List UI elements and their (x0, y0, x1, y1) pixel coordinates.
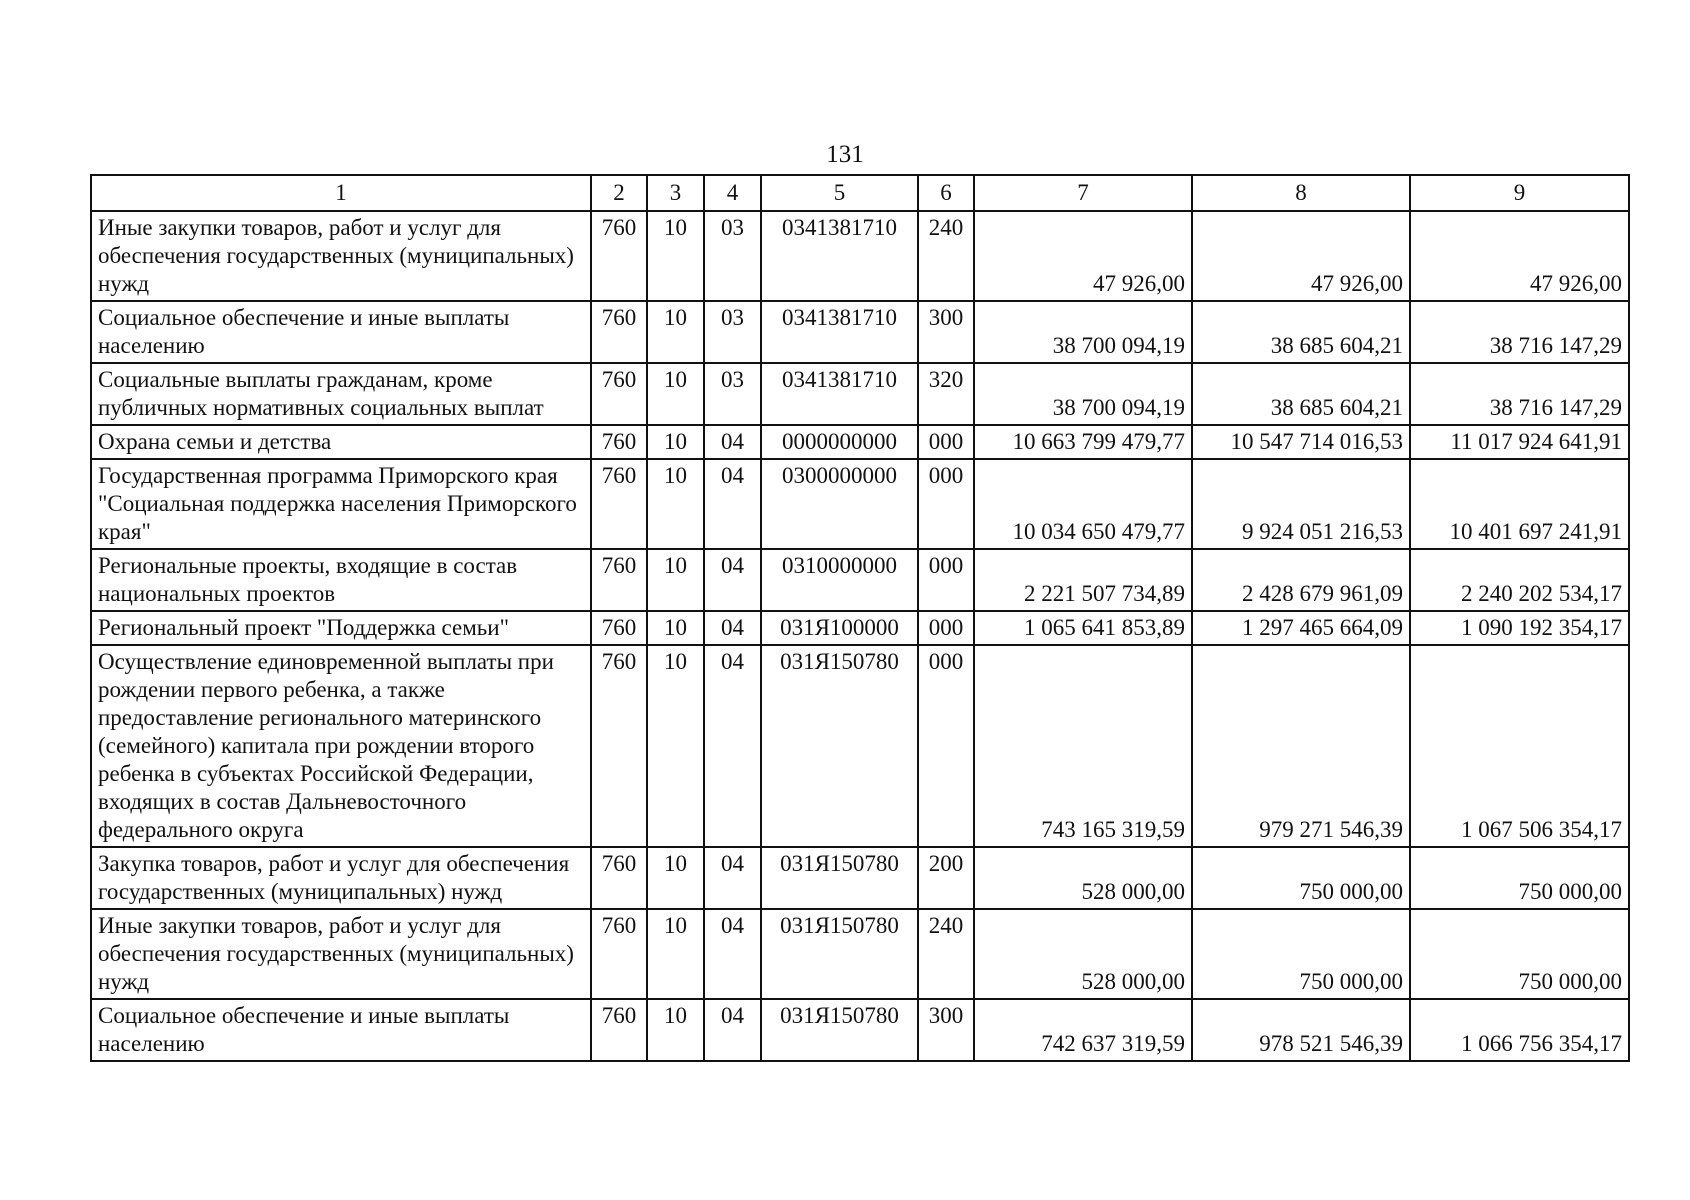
table-row (91, 459, 1629, 549)
amount-col9: 750 000,00 (1410, 847, 1629, 909)
table-row (91, 363, 1629, 425)
code-expense-type: 000 (918, 459, 974, 549)
amount-col7: 38 700 094,19 (974, 363, 1192, 425)
row-name: Региональный проект "Поддержка семьи" (91, 611, 591, 645)
code-section: 10 (647, 611, 704, 645)
amount-col8: 38 685 604,21 (1192, 301, 1410, 363)
budget-table (90, 174, 1630, 1062)
code-target: 031Я100000 (761, 611, 918, 645)
amount-col8: 10 547 714 016,53 (1192, 425, 1410, 459)
code-expense-type: 300 (918, 301, 974, 363)
code-subsection: 03 (704, 211, 761, 301)
row-name: Иные закупки товаров, работ и услуг для обеспечения государственных (муниципальных) нужд (91, 211, 591, 301)
amount-col7: 1 065 641 853,89 (974, 611, 1192, 645)
code-subsection: 04 (704, 549, 761, 611)
code-section: 10 (647, 211, 704, 301)
code-subsection: 04 (704, 847, 761, 909)
row-name: Социальное обеспечение и иные выплаты населению (91, 999, 591, 1061)
code-ministry: 760 (591, 909, 647, 999)
amount-col8: 47 926,00 (1192, 211, 1410, 301)
amount-col8: 750 000,00 (1192, 909, 1410, 999)
code-expense-type: 240 (918, 909, 974, 999)
code-subsection: 03 (704, 301, 761, 363)
code-section: 10 (647, 425, 704, 459)
code-subsection: 04 (704, 909, 761, 999)
amount-col9: 47 926,00 (1410, 211, 1629, 301)
code-target: 0341381710 (761, 363, 918, 425)
column-header: 8 (1192, 175, 1410, 211)
table-row (91, 301, 1629, 363)
code-target: 0341381710 (761, 301, 918, 363)
code-section: 10 (647, 363, 704, 425)
table-row (91, 425, 1629, 459)
code-subsection: 04 (704, 459, 761, 549)
row-name: Закупка товаров, работ и услуг для обеспечения государственных (муниципальных) нужд (91, 847, 591, 909)
code-ministry: 760 (591, 301, 647, 363)
amount-col7: 2 221 507 734,89 (974, 549, 1192, 611)
row-name: Охрана семьи и детства (91, 425, 591, 459)
code-ministry: 760 (591, 999, 647, 1061)
code-expense-type: 320 (918, 363, 974, 425)
amount-col8: 38 685 604,21 (1192, 363, 1410, 425)
column-header: 6 (918, 175, 974, 211)
amount-col9: 1 090 192 354,17 (1410, 611, 1629, 645)
table-row (91, 847, 1629, 909)
row-name: Осуществление единовременной выплаты при рождении первого ребенка, а также предоставление регионального материнского (семейного) капитала при рождении второго ребенка в субъектах Российской Федерации, входящих в состав Дальневосточного федерального округа (91, 645, 591, 847)
code-subsection: 04 (704, 425, 761, 459)
row-name: Региональные проекты, входящие в состав национальных проектов (91, 549, 591, 611)
amount-col8: 1 297 465 664,09 (1192, 611, 1410, 645)
amount-col9: 10 401 697 241,91 (1410, 459, 1629, 549)
table-row (91, 645, 1629, 847)
code-section: 10 (647, 909, 704, 999)
amount-col9: 750 000,00 (1410, 909, 1629, 999)
column-header: 4 (704, 175, 761, 211)
code-target: 031Я150780 (761, 847, 918, 909)
column-header: 5 (761, 175, 918, 211)
amount-col9: 11 017 924 641,91 (1410, 425, 1629, 459)
code-subsection: 04 (704, 999, 761, 1061)
table-row (91, 999, 1629, 1061)
code-expense-type: 200 (918, 847, 974, 909)
table-row (91, 611, 1629, 645)
amount-col7: 38 700 094,19 (974, 301, 1192, 363)
code-section: 10 (647, 847, 704, 909)
code-ministry: 760 (591, 459, 647, 549)
amount-col7: 742 637 319,59 (974, 999, 1192, 1061)
amount-col7: 528 000,00 (974, 847, 1192, 909)
row-name: Государственная программа Приморского края "Социальная поддержка населения Приморского края" (91, 459, 591, 549)
code-target: 031Я150780 (761, 909, 918, 999)
amount-col7: 10 663 799 479,77 (974, 425, 1192, 459)
code-expense-type: 240 (918, 211, 974, 301)
code-subsection: 03 (704, 363, 761, 425)
amount-col9: 1 066 756 354,17 (1410, 999, 1629, 1061)
code-target: 031Я150780 (761, 999, 918, 1061)
code-subsection: 04 (704, 611, 761, 645)
code-ministry: 760 (591, 425, 647, 459)
column-header: 3 (647, 175, 704, 211)
amount-col8: 2 428 679 961,09 (1192, 549, 1410, 611)
column-header: 7 (974, 175, 1192, 211)
code-section: 10 (647, 645, 704, 847)
code-section: 10 (647, 549, 704, 611)
amount-col7: 528 000,00 (974, 909, 1192, 999)
code-ministry: 760 (591, 847, 647, 909)
code-expense-type: 000 (918, 425, 974, 459)
code-ministry: 760 (591, 549, 647, 611)
amount-col9: 2 240 202 534,17 (1410, 549, 1629, 611)
code-ministry: 760 (591, 611, 647, 645)
header-row (91, 175, 1629, 211)
code-ministry: 760 (591, 363, 647, 425)
column-header: 9 (1410, 175, 1629, 211)
amount-col7: 743 165 319,59 (974, 645, 1192, 847)
amount-col9: 38 716 147,29 (1410, 301, 1629, 363)
code-target: 0000000000 (761, 425, 918, 459)
code-target: 0310000000 (761, 549, 918, 611)
amount-col7: 10 034 650 479,77 (974, 459, 1192, 549)
code-subsection: 04 (704, 645, 761, 847)
amount-col8: 9 924 051 216,53 (1192, 459, 1410, 549)
code-section: 10 (647, 459, 704, 549)
column-header: 1 (91, 175, 591, 211)
amount-col8: 979 271 546,39 (1192, 645, 1410, 847)
amount-col7: 47 926,00 (974, 211, 1192, 301)
code-section: 10 (647, 301, 704, 363)
page-number: 131 (826, 141, 864, 168)
amount-col9: 1 067 506 354,17 (1410, 645, 1629, 847)
code-expense-type: 000 (918, 611, 974, 645)
row-name: Социальное обеспечение и иные выплаты населению (91, 301, 591, 363)
code-target: 0300000000 (761, 459, 918, 549)
table-row (91, 211, 1629, 301)
table-row (91, 909, 1629, 999)
code-expense-type: 000 (918, 645, 974, 847)
row-name: Иные закупки товаров, работ и услуг для обеспечения государственных (муниципальных) нужд (91, 909, 591, 999)
code-ministry: 760 (591, 645, 647, 847)
code-expense-type: 300 (918, 999, 974, 1061)
amount-col8: 750 000,00 (1192, 847, 1410, 909)
code-expense-type: 000 (918, 549, 974, 611)
row-name: Социальные выплаты гражданам, кроме публичных нормативных социальных выплат (91, 363, 591, 425)
table-row (91, 549, 1629, 611)
code-target: 031Я150780 (761, 645, 918, 847)
code-target: 0341381710 (761, 211, 918, 301)
column-header: 2 (591, 175, 647, 211)
code-ministry: 760 (591, 211, 647, 301)
amount-col9: 38 716 147,29 (1410, 363, 1629, 425)
amount-col8: 978 521 546,39 (1192, 999, 1410, 1061)
code-section: 10 (647, 999, 704, 1061)
